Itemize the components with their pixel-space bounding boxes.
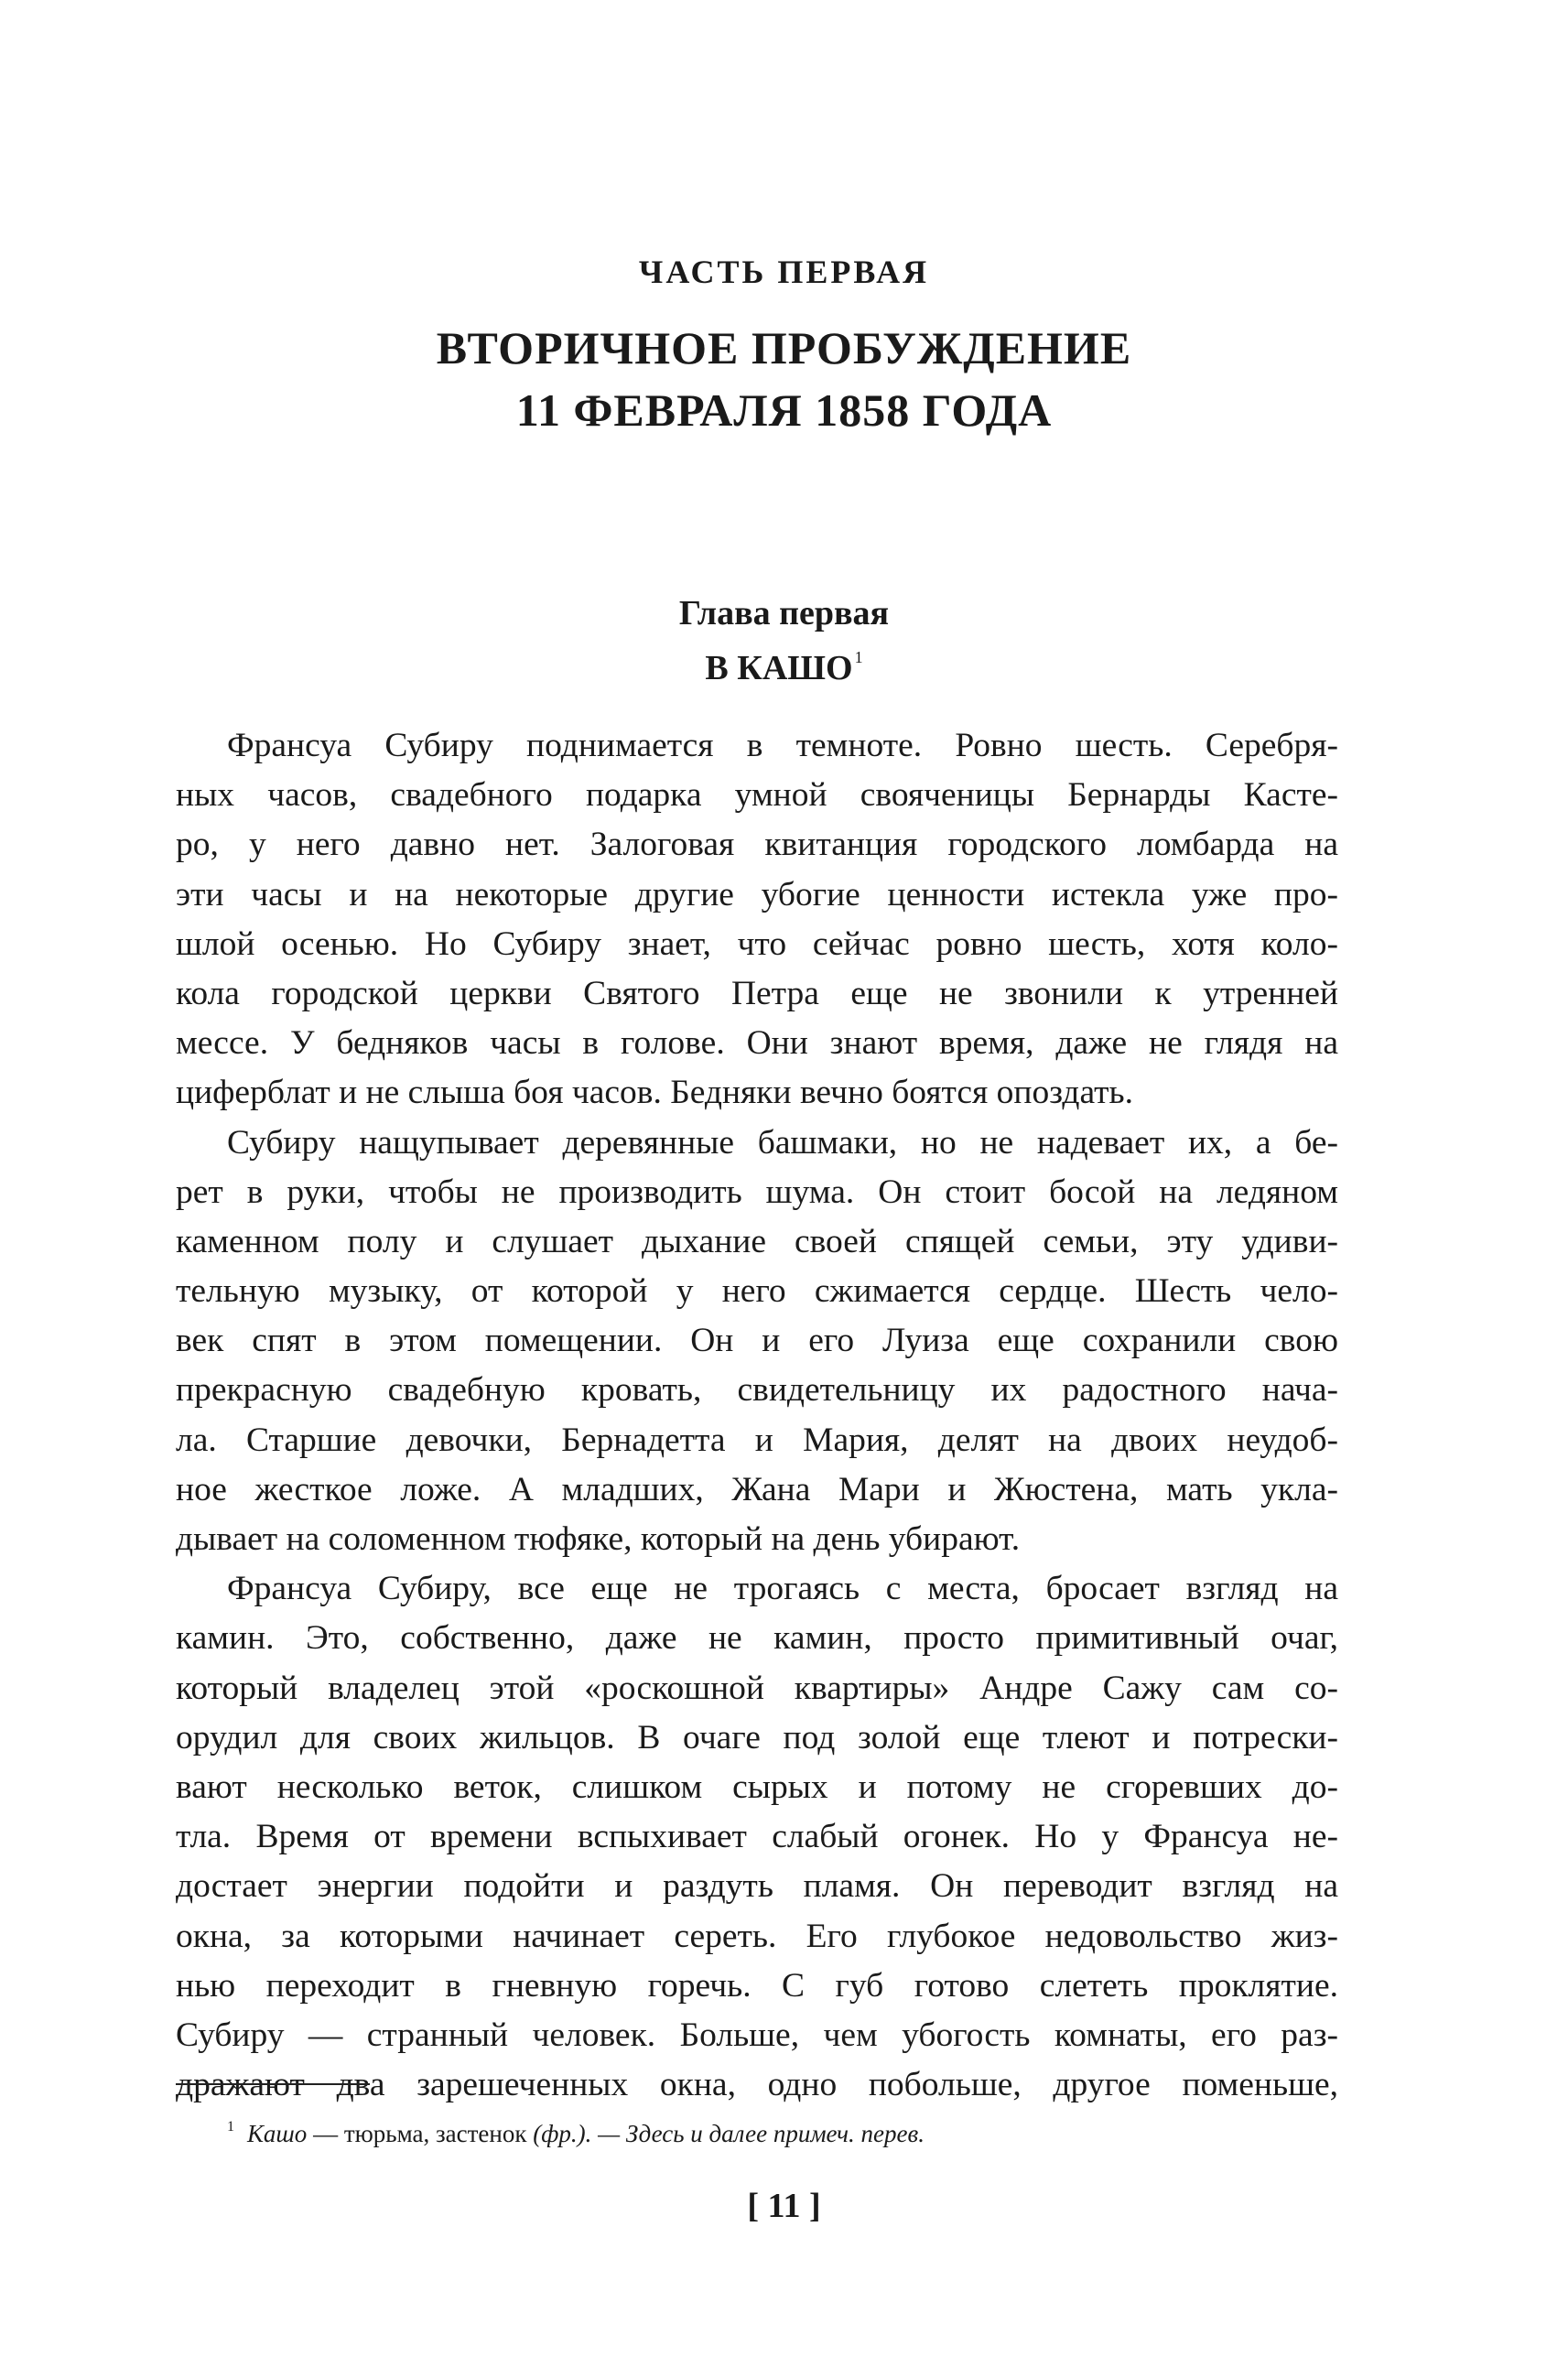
text-line: орудил для своих жильцов. В очаге под золой еще тлеют и потрески- (176, 1718, 1338, 1756)
text-line: ных часов, свадебного подарка умной свояченицы Бернарды Касте- (176, 776, 1338, 815)
text-line: тла. Время от времени вспыхивает слабый огонек. Но у Франсуа не- (176, 1818, 1338, 1856)
text-line: каменном полу и слушает дыхание своей спящей семьи, эту удиви- (176, 1222, 1338, 1260)
text-line: прекрасную свадебную кровать, свидетельницу их радостного нача- (176, 1371, 1338, 1410)
footnote-note: — Здесь и далее примеч. перев. (591, 2120, 925, 2147)
text-line: циферблат и не слыша боя часов. Бедняки вечно боятся опоздать. (176, 1074, 1133, 1112)
text-line: камин. Это, собственно, даже не камин, просто примитивный очаг, (176, 1619, 1338, 1658)
chapter-label: Глава первая (678, 594, 890, 632)
text-line: дражают два зарешеченных окна, одно побольше, другое поменьше, (176, 2066, 1338, 2104)
text-line: ла. Старшие девочки, Бернадетта и Мария, делят на двоих неудоб- (176, 1421, 1338, 1459)
footnote-divider (176, 2083, 370, 2085)
footnote-language: (фр.). (533, 2120, 592, 2147)
part-title (0, 317, 1568, 441)
text-line: нью переходит в гневную горечь. С губ готово слететь проклятие. (176, 1966, 1338, 2005)
text-line: эти часы и на некоторые другие убогие ценности истекла уже про- (176, 875, 1338, 913)
text-line: шлой осенью. Но Субиру знает, что сейчас ровно шесть, хотя коло- (176, 924, 1338, 963)
chapter-title (0, 648, 1568, 688)
chapter-title-text: В КАШО (705, 649, 853, 687)
body-text (176, 721, 1338, 2110)
text-line: дывает на соломенном тюфяке, который на день убирают. (176, 1520, 1021, 1558)
text-line: который владелец этой «роскошной квартиры» Андре Сажу сам со- (176, 1669, 1338, 1707)
part-label: ЧАСТЬ ПЕРВАЯ (638, 254, 930, 290)
text-line: тельную музыку, от которой у него сжимается сердце. Шесть чело- (176, 1272, 1338, 1311)
text-line: ное жесткое ложе. А младших, Жана Мари и Жюстена, мать укла- (176, 1470, 1338, 1508)
text-line: Субиру — странный человек. Больше, чем убогость комнаты, его раз- (176, 2016, 1338, 2054)
text-line: век спят в этом помещении. Он и его Луиза еще сохранили свою (176, 1322, 1338, 1360)
footnote-definition: — тюрьма, застенок (307, 2120, 534, 2147)
text-line: достает энергии подойти и раздуть пламя. Он переводит взгляд на (176, 1867, 1338, 1906)
footnote (227, 2111, 925, 2150)
footnote-reference: 1 (854, 648, 863, 666)
text-line: Франсуа Субиру, все еще не трогаясь с места, бросает взгляд на (227, 1570, 1338, 1608)
text-line: Субиру нащупывает деревянные башмаки, но не надевает их, а бе- (227, 1123, 1338, 1162)
text-line: мессе. У бедняков часы в голове. Они знают время, даже не глядя на (176, 1024, 1338, 1063)
text-line: окна, за которыми начинает сереть. Его глубокое недовольство жиз- (176, 1917, 1338, 1955)
text-line: ро, у него давно нет. Залоговая квитанция городского ломбарда на (176, 826, 1338, 864)
text-line: рет в руки, чтобы не производить шума. Он стоит босой на ледяном (176, 1173, 1338, 1211)
page-number: [ 11 ] (747, 2187, 821, 2225)
footnote-term: Кашо (247, 2120, 308, 2147)
part-title-line-1: ВТОРИЧНОЕ ПРОБУЖДЕНИЕ (436, 322, 1132, 373)
footnote-mark: 1 (227, 2119, 234, 2135)
text-line: кола городской церкви Святого Петра еще не звонили к утренней (176, 974, 1338, 1012)
text-line: Франсуа Субиру поднимается в темноте. Ровно шесть. Серебря- (227, 727, 1338, 764)
part-title-line-2: 11 ФЕВРАЛЯ 1858 ГОДА (515, 384, 1053, 436)
text-line: вают несколько веток, слишком сырых и потому не сгоревших до- (176, 1767, 1338, 1806)
